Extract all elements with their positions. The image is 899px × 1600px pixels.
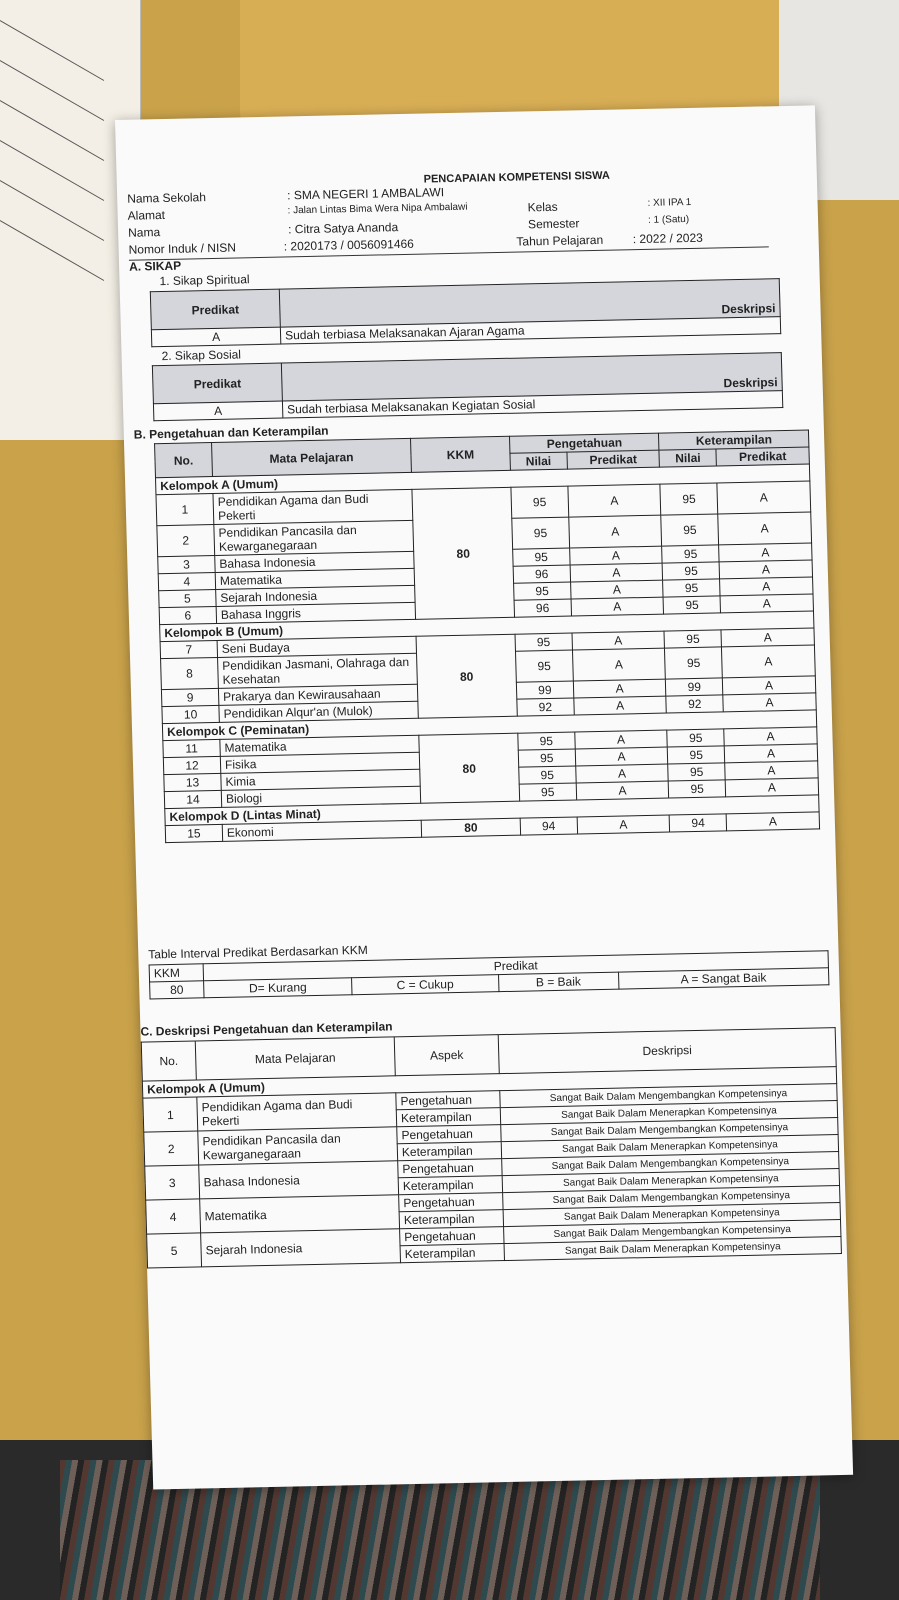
row-k-nilai: 95 — [665, 647, 722, 679]
page-title: PENCAPAIAN KOMPETENSI SISWA — [423, 169, 611, 186]
row-no: 12 — [163, 756, 220, 774]
row-k-nilai: 95 — [662, 545, 719, 563]
nis: : 2020173 / 0056091466 — [283, 236, 415, 254]
row-p-predikat: A — [572, 631, 665, 650]
row-p-predikat: A — [567, 484, 661, 517]
row-no: 14 — [164, 790, 221, 808]
desc-row-subject: Matematika — [200, 1195, 400, 1233]
row-p-nilai: 95 — [513, 548, 570, 566]
desc-aspect-keterampilan: Keterampilan — [396, 1108, 500, 1127]
row-no: 13 — [164, 773, 221, 791]
row-k-predikat: A — [720, 594, 813, 613]
desc-text-pengetahuan: Sangat Baik Dalam Mengembangkan Kompetensinya — [504, 1220, 841, 1244]
desc-text-pengetahuan: Sangat Baik Dalam Mengembangkan Kompetensinya — [503, 1186, 840, 1210]
row-k-predikat: A — [722, 676, 815, 695]
col-pengetahuan: Pengetahuan — [509, 433, 659, 453]
row-k-predikat: A — [722, 645, 816, 678]
row-p-predikat: A — [575, 764, 668, 783]
row-k-nilai: 94 — [670, 814, 727, 832]
desc-aspect-keterampilan: Keterampilan — [398, 1176, 502, 1195]
col-k-nilai: Nilai — [659, 449, 716, 467]
row-k-predikat: A — [725, 761, 818, 780]
col-p-nilai: Nilai — [510, 452, 567, 470]
desc-text-keterampilan: Sangat Baik Dalam Menerapkan Kompetensinya — [503, 1203, 840, 1227]
row-subject: Kimia — [221, 769, 420, 790]
row-no: 4 — [158, 572, 215, 590]
desc-aspect-pengetahuan: Pengetahuan — [399, 1193, 503, 1212]
row-p-predikat: A — [577, 815, 670, 834]
desc-row-subject: Sejarah Indonesia — [201, 1229, 401, 1267]
social-predikat: A — [153, 401, 282, 421]
interval-kkm-header: KKM — [149, 964, 203, 982]
row-no: 8 — [161, 657, 219, 689]
row-subject: Sejarah Indonesia — [216, 585, 415, 606]
interval-title: Table Interval Predikat Berdasarkan KKM — [148, 942, 368, 962]
school-name: : SMA NEGERI 1 AMBALAWI — [286, 185, 445, 203]
section-c-title: C. Deskripsi Pengetahuan dan Keterampilan — [140, 1019, 393, 1039]
desc-row-no: 2 — [144, 1131, 199, 1166]
predikat-header: Predikat — [152, 363, 282, 404]
desc-row-subject: Pendidikan Agama dan Budi Pekerti — [197, 1093, 397, 1131]
col-keterampilan: Keterampilan — [659, 430, 809, 450]
desc-row-subject: Bahasa Indonesia — [199, 1161, 399, 1199]
row-kkm: 80 — [421, 818, 520, 837]
col-mapel: Mata Pelajaran — [212, 438, 412, 476]
row-subject: Matematika — [220, 735, 419, 756]
desc-aspect-pengetahuan: Pengetahuan — [398, 1159, 502, 1178]
deskripsi-header: Deskripsi — [279, 279, 780, 327]
group-title: Kelompok B (Umum) — [160, 611, 814, 642]
desc-col-no: No. — [141, 1041, 196, 1081]
row-k-predikat: A — [718, 512, 812, 545]
interval-d: D= Kurang — [204, 978, 353, 998]
group-title: Kelompok C (Peminatan) — [162, 710, 816, 741]
row-p-nilai: 94 — [520, 817, 577, 835]
row-p-predikat: A — [576, 781, 669, 800]
row-subject: Biologi — [221, 786, 420, 807]
spiritual-title: 1. Sikap Spiritual — [159, 272, 250, 289]
section-b-title: B. Pengetahuan dan Keterampilan — [133, 423, 329, 442]
row-p-nilai: 95 — [512, 517, 569, 549]
row-p-nilai: 95 — [518, 749, 575, 767]
semester: : 1 (Satu) — [647, 213, 690, 226]
name-label: Nama — [127, 225, 161, 240]
spiritual-table — [150, 278, 781, 347]
desc-row-no: 3 — [145, 1165, 200, 1200]
desc-aspect-pengetahuan: Pengetahuan — [397, 1125, 501, 1144]
row-k-predikat: A — [721, 628, 814, 647]
row-p-nilai: 95 — [518, 732, 575, 750]
desc-text-keterampilan: Sangat Baik Dalam Menerapkan Kompetensinya — [504, 1237, 841, 1261]
spiritual-predikat: A — [151, 327, 280, 347]
row-p-nilai: 95 — [511, 486, 568, 518]
col-kkm: KKM — [411, 436, 511, 472]
social-desc: Sudah terbiasa Melaksanakan Kegiatan Sosial — [282, 391, 782, 418]
row-p-predikat: A — [575, 747, 668, 766]
report-card-page — [115, 105, 853, 1489]
row-p-nilai: 95 — [514, 582, 571, 600]
social-title: 2. Sikap Sosial — [161, 347, 242, 364]
col-p-predikat: Predikat — [567, 450, 660, 469]
interval-b: B = Baik — [498, 972, 618, 992]
row-k-predikat: A — [723, 693, 816, 712]
col-no: No. — [155, 443, 213, 478]
row-p-predikat: A — [570, 563, 663, 582]
desc-text-keterampilan: Sangat Baik Dalam Menerapkan Kompetensinya — [500, 1101, 837, 1125]
row-no: 7 — [160, 640, 217, 658]
predikat-header: Predikat — [150, 289, 280, 330]
group-title: Kelompok A (Umum) — [156, 464, 810, 495]
row-no: 9 — [161, 688, 218, 706]
row-k-predikat: A — [724, 727, 817, 746]
row-p-predikat: A — [574, 730, 667, 749]
desc-text-keterampilan: Sangat Baik Dalam Menerapkan Kompetensinya — [501, 1135, 838, 1159]
row-p-nilai: 95 — [515, 633, 572, 651]
row-no: 3 — [158, 555, 215, 573]
row-no: 5 — [159, 589, 216, 607]
row-k-predikat: A — [720, 577, 813, 596]
row-p-nilai: 99 — [516, 681, 573, 699]
row-p-nilai: 95 — [515, 650, 572, 682]
row-subject: Bahasa Indonesia — [215, 551, 414, 572]
row-k-predikat: A — [717, 481, 811, 514]
desc-row-no: 5 — [147, 1233, 202, 1268]
desc-aspect-pengetahuan: Pengetahuan — [400, 1227, 504, 1246]
row-k-nilai: 95 — [661, 514, 718, 546]
row-k-nilai: 92 — [666, 695, 723, 713]
row-k-predikat: A — [719, 543, 812, 562]
row-k-nilai: 95 — [668, 746, 725, 764]
row-k-nilai: 95 — [664, 630, 721, 648]
row-k-nilai: 95 — [663, 562, 720, 580]
description-table — [141, 1027, 842, 1268]
semester-label: Semester — [527, 216, 580, 232]
row-kkm: 80 — [419, 733, 520, 803]
desc-text-pengetahuan: Sangat Baik Dalam Mengembangkan Kompetensinya — [502, 1152, 839, 1176]
row-subject: Prakarya dan Kewirausahaan — [218, 684, 417, 705]
interval-kkm: 80 — [150, 981, 204, 999]
group-title: Kelompok D (Lintas Minat) — [165, 795, 819, 826]
row-subject: Ekonomi — [222, 820, 421, 841]
grades-table — [154, 430, 820, 844]
desc-row-no: 4 — [146, 1199, 201, 1234]
row-k-predikat: A — [724, 744, 817, 763]
interval-predikat-header: Predikat — [203, 951, 828, 981]
deskripsi-header: Deskripsi — [281, 353, 782, 401]
row-p-nilai: 92 — [517, 698, 574, 716]
row-k-predikat: A — [725, 778, 818, 797]
desc-row-no: 1 — [143, 1097, 198, 1132]
row-k-predikat: A — [726, 812, 819, 831]
desc-aspect-pengetahuan: Pengetahuan — [396, 1091, 500, 1110]
row-k-nilai: 95 — [660, 483, 717, 515]
row-no: 2 — [157, 525, 215, 557]
interval-a: A = Sangat Baik — [618, 968, 829, 989]
row-kkm: 80 — [416, 634, 517, 718]
row-subject: Seni Budaya — [217, 636, 416, 657]
row-subject: Bahasa Inggris — [216, 602, 415, 623]
row-subject: Pendidikan Jasmani, Olahraga dan Kesehatan — [218, 653, 418, 688]
row-k-nilai: 95 — [663, 579, 720, 597]
row-p-predikat: A — [573, 679, 666, 698]
student-header — [127, 166, 789, 261]
row-no: 10 — [162, 705, 219, 723]
row-k-nilai: 95 — [668, 763, 725, 781]
year-label: Tahun Pelajaran — [516, 232, 604, 249]
section-a-title: A. SIKAP — [128, 258, 182, 274]
row-p-nilai: 95 — [519, 766, 576, 784]
desc-text-pengetahuan: Sangat Baik Dalam Mengembangkan Kompetensinya — [501, 1118, 838, 1142]
row-k-nilai: 95 — [664, 596, 721, 614]
row-subject: Matematika — [215, 568, 414, 589]
row-p-predikat: A — [569, 546, 662, 565]
desc-aspect-keterampilan: Keterampilan — [399, 1210, 503, 1229]
row-p-nilai: 96 — [514, 599, 571, 617]
row-no: 1 — [156, 494, 214, 526]
student-name: : Citra Satya Ananda — [287, 220, 399, 237]
row-p-predikat: A — [571, 597, 664, 616]
row-subject: Fisika — [220, 752, 419, 773]
row-p-predikat: A — [568, 515, 662, 548]
desc-row-subject: Pendidikan Pancasila dan Kewarganegaraan — [198, 1127, 398, 1165]
address: : Jalan Lintas Bima Wera Nipa Ambalawi — [287, 201, 468, 217]
row-p-predikat: A — [572, 648, 666, 681]
row-subject: Pendidikan Agama dan Budi Pekerti — [213, 489, 413, 524]
year: : 2022 / 2023 — [632, 230, 704, 247]
class: : XII IPA 1 — [647, 196, 692, 209]
row-k-nilai: 95 — [667, 729, 724, 747]
desc-col-aspek: Aspek — [394, 1035, 499, 1076]
school-name-label: Nama Sekolah — [127, 190, 207, 206]
row-kkm: 80 — [412, 487, 515, 619]
class-label: Kelas — [527, 199, 558, 215]
row-no: 11 — [163, 739, 220, 757]
row-k-nilai: 99 — [666, 678, 723, 696]
row-subject: Pendidikan Pancasila dan Kewarganegaraan — [214, 520, 414, 555]
row-p-nilai: 95 — [519, 783, 576, 801]
row-k-predikat: A — [719, 560, 812, 579]
col-k-predikat: Predikat — [716, 447, 809, 466]
interval-c: C = Cukup — [352, 975, 499, 995]
row-k-nilai: 95 — [669, 780, 726, 798]
row-subject: Pendidikan Alqur'an (Mulok) — [219, 701, 418, 722]
desc-text-pengetahuan: Sangat Baik Dalam Mengembangkan Kompetensinya — [500, 1084, 837, 1108]
desc-col-deskripsi: Deskripsi — [498, 1028, 836, 1074]
desc-group-title: Kelompok A (Umum) — [142, 1067, 836, 1099]
desc-text-keterampilan: Sangat Baik Dalam Menerapkan Kompetensinya — [502, 1169, 839, 1193]
desc-col-mapel: Mata Pelajaran — [195, 1037, 395, 1080]
desc-aspect-keterampilan: Keterampilan — [400, 1244, 504, 1263]
desc-aspect-keterampilan: Keterampilan — [397, 1142, 501, 1161]
row-p-predikat: A — [573, 696, 666, 715]
social-table — [152, 352, 783, 421]
spiritual-desc: Sudah terbiasa Melaksanakan Ajaran Agama — [280, 317, 780, 344]
address-label: Alamat — [127, 207, 166, 223]
row-no: 6 — [159, 606, 216, 624]
nis-label: Nomor Induk / NISN — [128, 240, 237, 257]
row-p-nilai: 96 — [513, 565, 570, 583]
row-p-predikat: A — [570, 580, 663, 599]
row-no: 15 — [165, 824, 222, 842]
